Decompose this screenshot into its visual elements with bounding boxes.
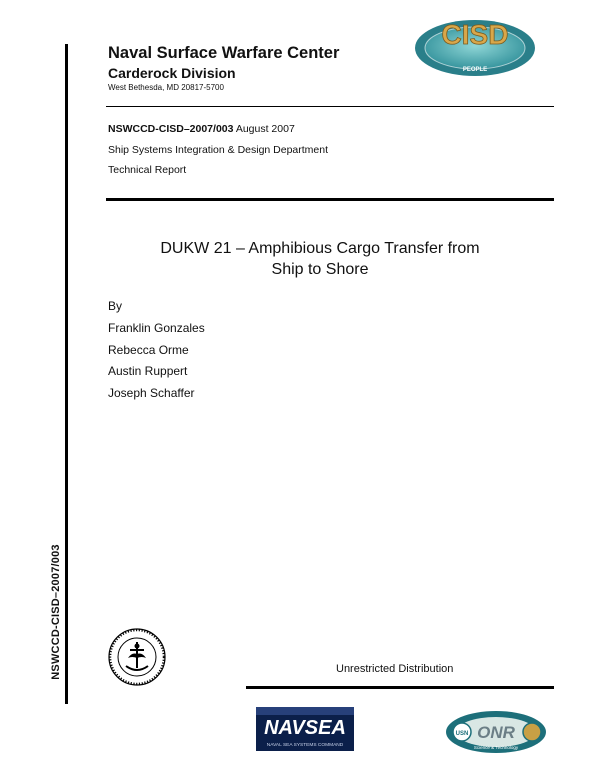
division-name: Carderock Division (108, 65, 236, 81)
header-rule (106, 106, 554, 107)
left-vertical-rule (65, 44, 68, 704)
cisd-logo (412, 14, 538, 78)
spine-report-number: NSWCCD-CISD–2007/003 (50, 544, 62, 680)
report-title (100, 238, 540, 280)
onr-ring-text: Science & Technology (473, 745, 519, 750)
onr-usn-text: USN (455, 731, 469, 737)
report-number: NSWCCD-CISD–2007/003 (108, 123, 234, 135)
title-line-1: DUKW 21 – Amphibious Cargo Transfer from (160, 240, 480, 257)
report-date: August 2007 (235, 123, 295, 135)
by-label: By (108, 299, 123, 313)
author-name: Rebecca Orme (108, 343, 189, 357)
title-rule (106, 198, 554, 201)
distribution-statement: Unrestricted Distribution (336, 663, 454, 675)
navsea-logo (256, 707, 354, 751)
address: West Bethesda, MD 20817-5700 (108, 83, 224, 92)
report-number-line (108, 123, 295, 135)
department: Ship Systems Integration & Design Department (108, 144, 329, 156)
navy-seal-emblem (108, 628, 166, 686)
onr-logo-text: ONR (477, 723, 515, 742)
cisd-logo-text: CISD (441, 19, 509, 50)
author-name: Austin Ruppert (108, 364, 188, 378)
title-line-2: Ship to Shore (271, 261, 369, 278)
author-name: Joseph Schaffer (108, 386, 195, 400)
onr-logo (444, 710, 548, 754)
report-type: Technical Report (108, 164, 187, 176)
footer-rule (246, 686, 554, 689)
navsea-logo-subtext: NAVAL SEA SYSTEMS COMMAND (266, 743, 344, 748)
cisd-ring-text: PEOPLE (462, 67, 488, 73)
navsea-logo-text: NAVSEA (264, 717, 346, 739)
organization-name: Naval Surface Warfare Center (108, 44, 340, 62)
author-name: Franklin Gonzales (108, 321, 205, 335)
